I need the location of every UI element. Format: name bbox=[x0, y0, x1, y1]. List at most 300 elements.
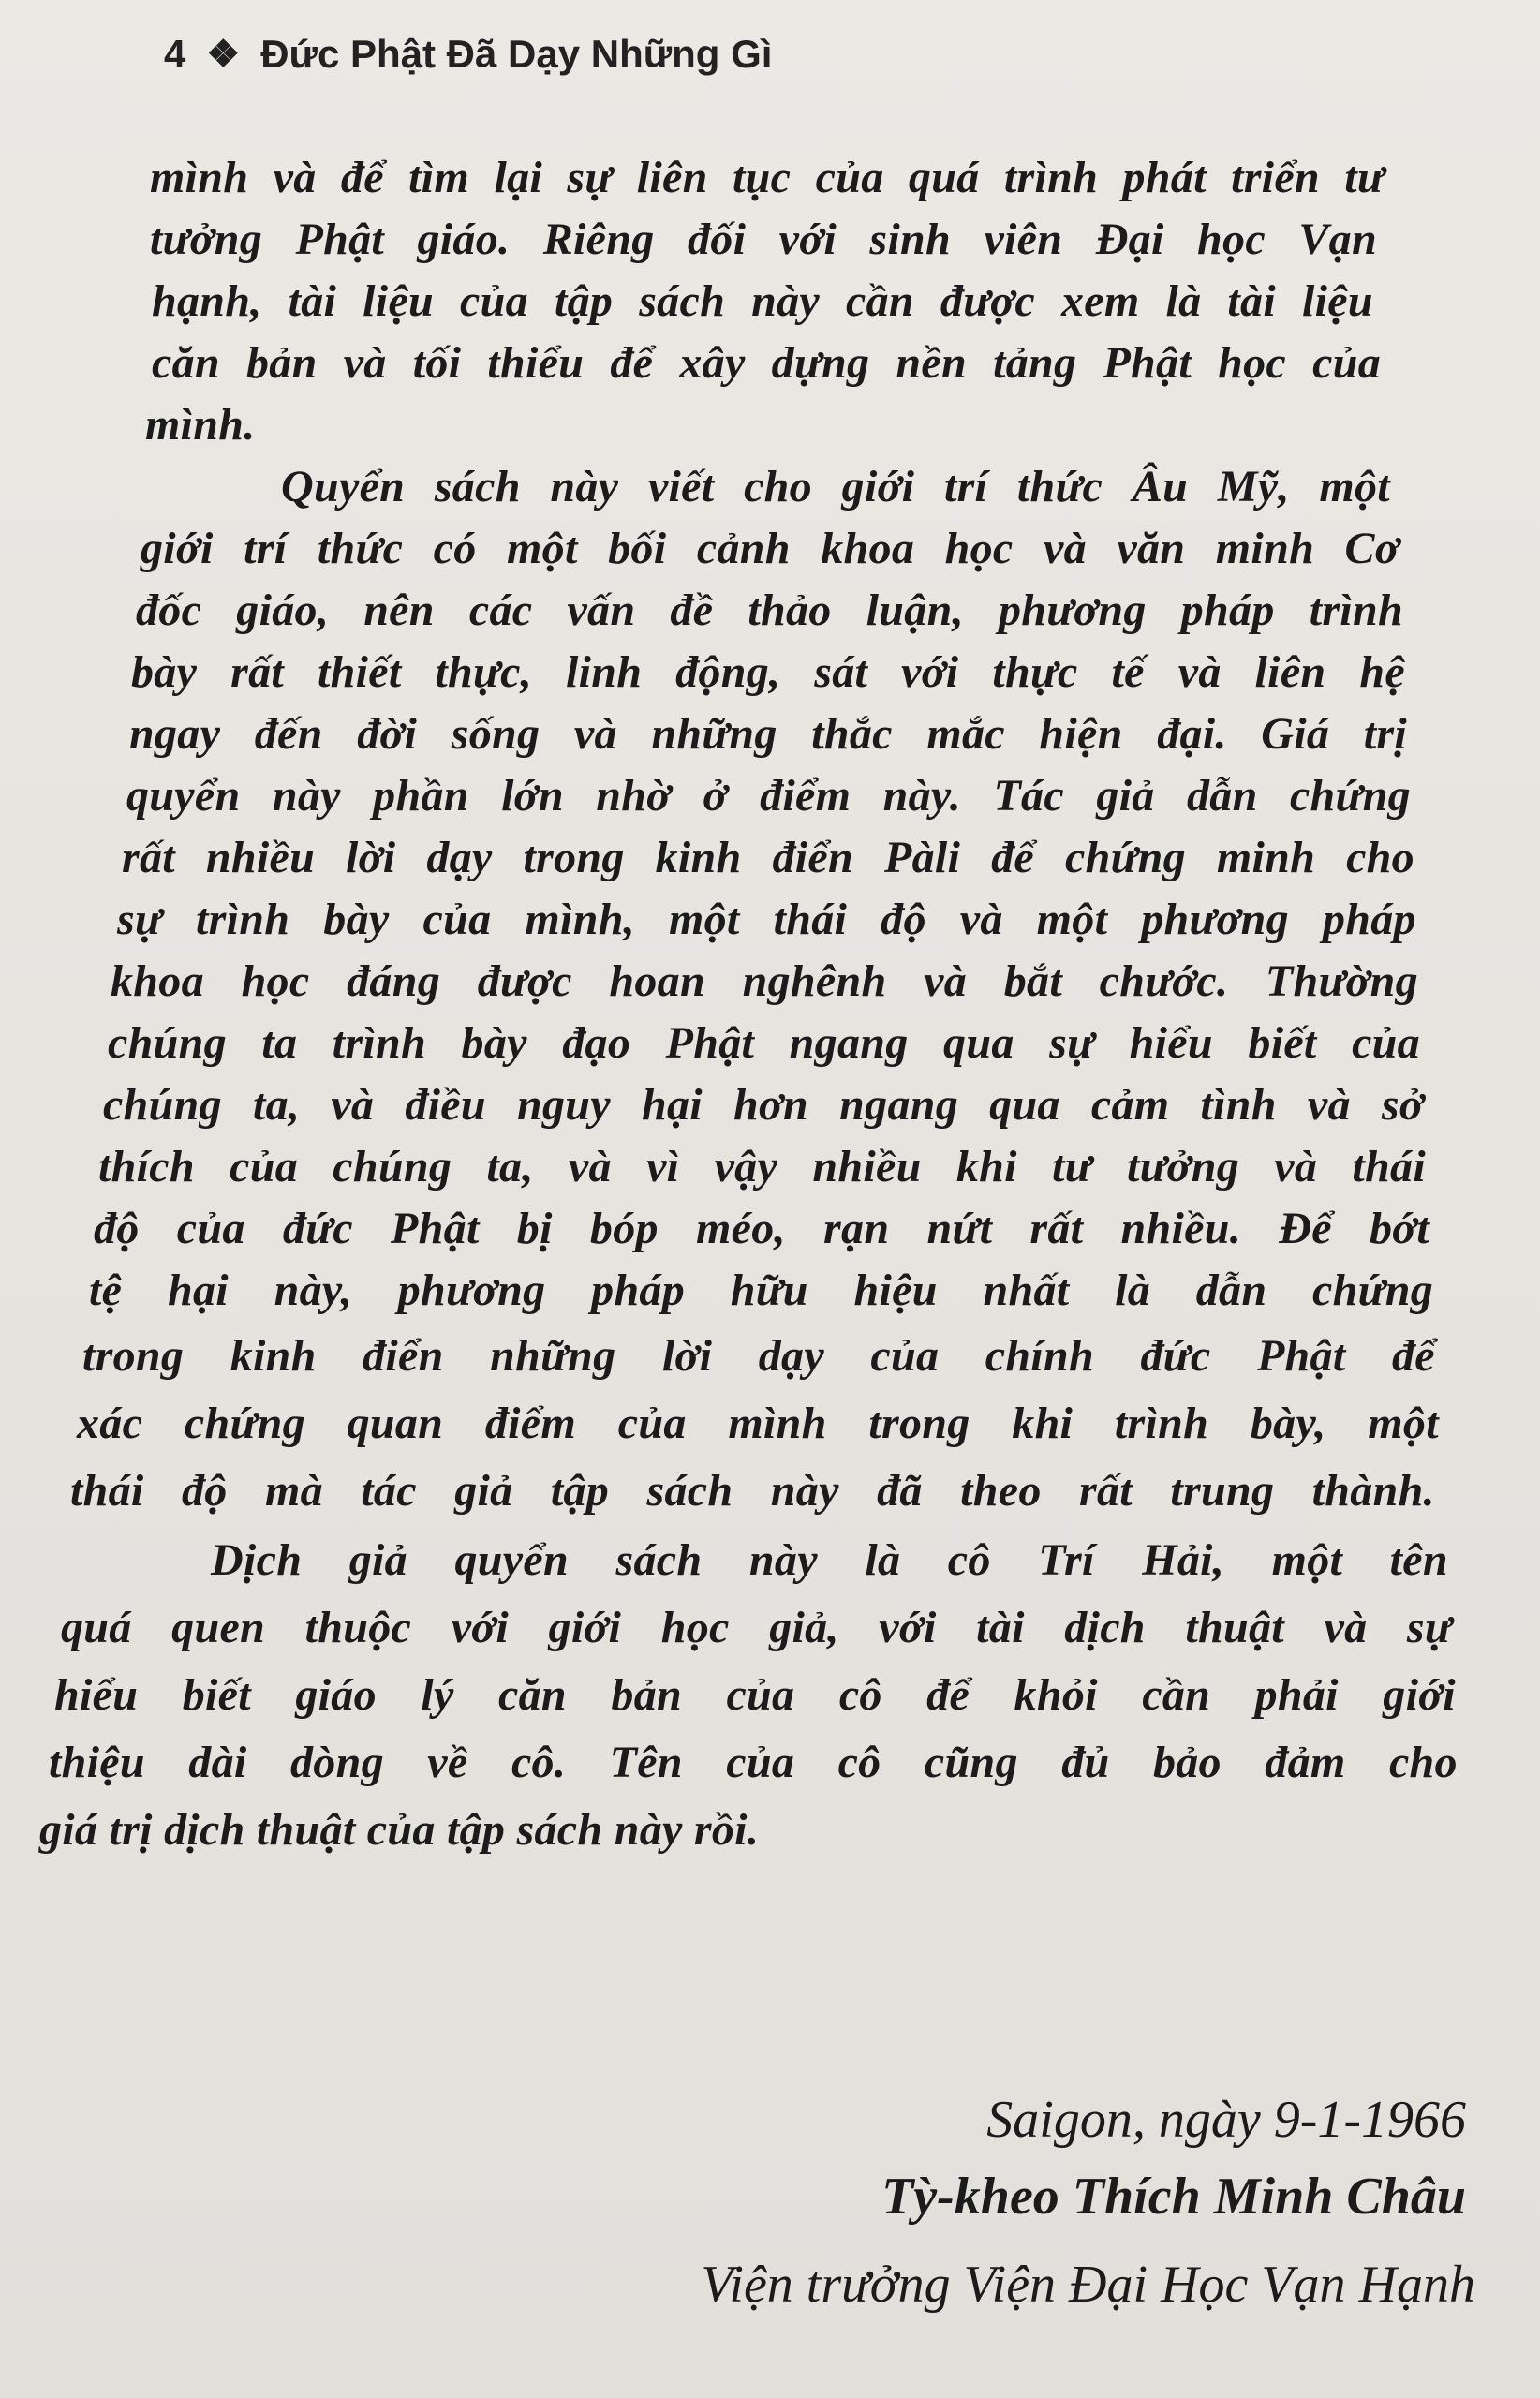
word: của bbox=[1352, 1018, 1420, 1068]
word: của bbox=[726, 1670, 795, 1720]
word: giả bbox=[348, 1535, 407, 1585]
word: dòng bbox=[289, 1738, 384, 1787]
word: sách bbox=[615, 1535, 703, 1585]
word: phương bbox=[998, 585, 1147, 635]
word: thành. bbox=[1311, 1466, 1435, 1516]
word: và bbox=[573, 709, 617, 759]
word: nứt bbox=[926, 1204, 993, 1253]
word: khi bbox=[955, 1142, 1017, 1192]
word: độ bbox=[181, 1466, 228, 1516]
word: của bbox=[230, 1142, 299, 1192]
text-line bbox=[111, 954, 1418, 1010]
word: dịch bbox=[1064, 1603, 1146, 1652]
word: bản bbox=[246, 338, 318, 388]
word: nhờ bbox=[596, 771, 672, 821]
word: quá bbox=[61, 1603, 132, 1652]
word: cần bbox=[846, 276, 914, 326]
word: để bbox=[926, 1670, 970, 1720]
text-line bbox=[108, 1015, 1420, 1072]
word: trong bbox=[868, 1399, 970, 1448]
word: thảo bbox=[748, 585, 832, 635]
word: bị bbox=[516, 1204, 553, 1253]
word: khoa bbox=[821, 524, 915, 573]
word: phải bbox=[1254, 1670, 1339, 1720]
word: Giá bbox=[1261, 709, 1330, 759]
word: những bbox=[651, 709, 777, 759]
word: trình bbox=[1309, 585, 1403, 635]
word: hại bbox=[167, 1266, 229, 1315]
word: Thường bbox=[1265, 956, 1418, 1006]
word: Pàli bbox=[883, 833, 961, 882]
word: sống bbox=[451, 709, 540, 759]
word: viên bbox=[984, 215, 1063, 264]
word: mình bbox=[150, 153, 249, 202]
word: sát bbox=[814, 647, 868, 697]
word: bày, bbox=[1250, 1399, 1326, 1448]
word: vì bbox=[646, 1142, 680, 1192]
word: bày bbox=[131, 647, 198, 697]
word: đáng bbox=[347, 956, 441, 1006]
word: điểm bbox=[760, 771, 851, 821]
word: của bbox=[176, 1204, 245, 1253]
word: pháp bbox=[591, 1266, 686, 1315]
word: một bbox=[1368, 1399, 1439, 1448]
word: để bbox=[1391, 1331, 1435, 1381]
text-line bbox=[141, 521, 1399, 577]
word: một bbox=[1036, 895, 1108, 944]
word: Hải, bbox=[1142, 1535, 1225, 1585]
word: giả bbox=[1096, 771, 1155, 821]
word: Phật bbox=[391, 1204, 480, 1253]
word: tưởng bbox=[150, 215, 263, 264]
word: mình, bbox=[525, 895, 635, 944]
word: luận, bbox=[866, 585, 964, 635]
word: thiết bbox=[317, 647, 402, 697]
running-title: Đức Phật Đã Dạy Những Gì bbox=[260, 32, 773, 76]
word: đốc bbox=[136, 585, 202, 635]
word: đảm bbox=[1265, 1738, 1346, 1787]
word: dài bbox=[188, 1738, 247, 1787]
word: vậy bbox=[714, 1142, 778, 1192]
word: viết bbox=[647, 462, 715, 511]
word: thái bbox=[70, 1466, 144, 1516]
word: ngang bbox=[789, 1018, 909, 1068]
word: giới bbox=[548, 1603, 622, 1652]
text-line bbox=[152, 274, 1373, 330]
text-line bbox=[150, 212, 1377, 268]
word: các bbox=[468, 585, 533, 635]
word: của bbox=[460, 276, 528, 326]
word: để bbox=[610, 338, 654, 388]
word: tư bbox=[1344, 153, 1385, 202]
word: giới bbox=[141, 524, 214, 573]
word: đề bbox=[670, 585, 714, 635]
word: trí bbox=[244, 524, 288, 573]
text-line bbox=[136, 583, 1403, 639]
word: độ bbox=[881, 895, 926, 944]
word: để bbox=[340, 153, 384, 202]
word: liệu bbox=[363, 276, 435, 326]
word: tài bbox=[976, 1603, 1025, 1652]
word: và bbox=[568, 1142, 612, 1192]
word: phương bbox=[397, 1266, 546, 1315]
text-line bbox=[82, 1328, 1435, 1384]
word: sự bbox=[1406, 1603, 1452, 1652]
word: cũng bbox=[924, 1738, 1018, 1787]
word: chứng bbox=[1289, 771, 1411, 821]
word: có bbox=[433, 524, 477, 573]
word: thái bbox=[1352, 1142, 1426, 1192]
word: thực bbox=[992, 647, 1078, 697]
word: học bbox=[1218, 338, 1286, 388]
word: thắc bbox=[811, 709, 893, 759]
word: và bbox=[1324, 1603, 1368, 1652]
word: chước. bbox=[1099, 956, 1229, 1006]
word: khi bbox=[1012, 1399, 1074, 1448]
word: giáo. bbox=[417, 215, 511, 264]
text-line bbox=[126, 768, 1411, 824]
text-line bbox=[61, 1600, 1452, 1656]
word: dựng bbox=[771, 338, 870, 388]
word: hiểu bbox=[1129, 1018, 1213, 1068]
word: kinh bbox=[655, 833, 742, 882]
word: của bbox=[422, 895, 492, 944]
word: trình bbox=[1003, 153, 1099, 202]
word: tập bbox=[550, 1466, 610, 1516]
ornament-icon: ❖ bbox=[206, 34, 241, 75]
word: với bbox=[451, 1603, 509, 1652]
word: nền bbox=[896, 338, 968, 388]
word: theo bbox=[960, 1466, 1042, 1516]
word: và bbox=[343, 338, 387, 388]
word: khoa bbox=[111, 956, 204, 1006]
text-line bbox=[152, 335, 1381, 392]
word: giới bbox=[1383, 1670, 1456, 1720]
word: Đại bbox=[1095, 215, 1164, 264]
word: của bbox=[617, 1399, 687, 1448]
word: đủ bbox=[1061, 1738, 1110, 1787]
word: là bbox=[1115, 1266, 1151, 1315]
word: rất bbox=[230, 647, 285, 697]
word: bảo bbox=[1152, 1738, 1222, 1787]
word: căn bbox=[498, 1670, 567, 1720]
word: đã bbox=[877, 1466, 923, 1516]
word: điểm bbox=[484, 1399, 577, 1448]
word: này bbox=[550, 462, 619, 511]
word: giáo, bbox=[236, 585, 330, 635]
word: nghênh bbox=[742, 956, 887, 1006]
word: nhiều bbox=[205, 833, 316, 882]
word: Phật bbox=[295, 215, 385, 264]
word: được bbox=[477, 956, 572, 1006]
word: liệu bbox=[1302, 276, 1373, 326]
word: giả bbox=[454, 1466, 513, 1516]
word: thuật bbox=[1185, 1603, 1284, 1652]
word: và bbox=[924, 956, 968, 1006]
word: hệ bbox=[1359, 647, 1405, 697]
word: chứng bbox=[1064, 833, 1186, 882]
word: quá bbox=[908, 153, 980, 202]
word: dạy bbox=[758, 1331, 824, 1381]
word: Tên bbox=[609, 1738, 683, 1787]
word: của bbox=[815, 153, 884, 202]
word: và bbox=[1044, 524, 1087, 573]
text-line bbox=[281, 459, 1390, 515]
word: Quyển bbox=[281, 462, 406, 511]
word: tư bbox=[1052, 1142, 1092, 1192]
word: nhiều. bbox=[1120, 1204, 1242, 1253]
text-line bbox=[211, 1532, 1448, 1589]
word: cho bbox=[1388, 1738, 1458, 1787]
word: minh bbox=[1215, 524, 1315, 573]
word: lớn bbox=[501, 771, 564, 821]
word: này bbox=[272, 771, 341, 821]
word: giới bbox=[841, 462, 915, 511]
word: bớt bbox=[1370, 1204, 1429, 1253]
word: tài bbox=[288, 276, 337, 326]
word: hạnh, bbox=[152, 276, 262, 326]
word: là bbox=[1165, 276, 1202, 326]
word: ta, bbox=[252, 1080, 301, 1130]
word: mắc bbox=[926, 709, 1005, 759]
word: về bbox=[427, 1738, 468, 1787]
word: phần bbox=[373, 771, 469, 821]
word: và bbox=[273, 153, 317, 202]
word: một bbox=[1319, 462, 1390, 511]
word: này bbox=[748, 1535, 818, 1585]
word: tảng bbox=[993, 338, 1077, 388]
word: sự bbox=[117, 895, 163, 944]
word: văn bbox=[1117, 524, 1186, 573]
word: chúng bbox=[108, 1018, 227, 1068]
word: xác bbox=[77, 1399, 143, 1448]
word: tục bbox=[733, 153, 792, 202]
word: giả, bbox=[769, 1603, 839, 1652]
word: và bbox=[1274, 1142, 1318, 1192]
word: này, bbox=[274, 1266, 353, 1315]
word: chính bbox=[985, 1331, 1095, 1381]
word: với bbox=[901, 647, 959, 697]
word: minh bbox=[1216, 833, 1316, 882]
word: tài bbox=[1227, 276, 1276, 326]
word: một bbox=[668, 895, 740, 944]
word: quyển bbox=[454, 1535, 569, 1585]
word: cảm bbox=[1090, 1080, 1170, 1130]
text-line bbox=[117, 892, 1416, 948]
word: một bbox=[507, 524, 578, 573]
word: động, bbox=[675, 647, 781, 697]
word: thích bbox=[98, 1142, 195, 1192]
word: méo, bbox=[696, 1204, 786, 1253]
text-line bbox=[54, 1667, 1456, 1724]
word: lại bbox=[494, 153, 543, 202]
word: giáo bbox=[295, 1670, 377, 1720]
word: của bbox=[1312, 338, 1381, 388]
word: Mỹ, bbox=[1217, 462, 1290, 511]
word: ở bbox=[703, 771, 728, 821]
word: sở bbox=[1381, 1080, 1424, 1130]
word: bản bbox=[611, 1670, 682, 1720]
word: Riêng bbox=[542, 215, 655, 264]
word: pháp bbox=[1180, 585, 1275, 635]
word: thức bbox=[1016, 462, 1103, 511]
word: sự bbox=[567, 153, 613, 202]
word: rất bbox=[1079, 1466, 1133, 1516]
text-line bbox=[129, 706, 1407, 762]
word: quyển bbox=[126, 771, 241, 821]
text-line bbox=[70, 1463, 1435, 1519]
word: và bbox=[331, 1080, 375, 1130]
word: Trí bbox=[1038, 1535, 1095, 1585]
word: tệ bbox=[89, 1266, 123, 1315]
word: ngang bbox=[839, 1080, 959, 1130]
word: khỏi bbox=[1014, 1670, 1098, 1720]
page-number: 4 bbox=[164, 32, 186, 76]
word: Phật bbox=[1256, 1331, 1346, 1381]
word: triển bbox=[1231, 153, 1320, 202]
word: với bbox=[778, 215, 837, 264]
word: học bbox=[944, 524, 1014, 573]
word: hoan bbox=[609, 956, 705, 1006]
text-line bbox=[131, 644, 1405, 701]
word: đức bbox=[282, 1204, 353, 1253]
word: điển bbox=[363, 1331, 444, 1381]
word: thái bbox=[773, 895, 848, 944]
word: qua bbox=[989, 1080, 1060, 1130]
word: phát bbox=[1122, 153, 1207, 202]
word: sách bbox=[639, 276, 726, 326]
signature-place-date: Saigon, ngày 9-1-1966 bbox=[986, 2091, 1466, 2149]
word: quan bbox=[347, 1399, 444, 1448]
word: căn bbox=[152, 338, 220, 388]
word: được bbox=[940, 276, 1035, 326]
word: tập bbox=[554, 276, 614, 326]
word: pháp bbox=[1322, 895, 1416, 944]
word: sách bbox=[646, 1466, 733, 1516]
word: hại bbox=[641, 1080, 703, 1130]
word: thiệu bbox=[49, 1738, 145, 1787]
word: lý bbox=[421, 1670, 454, 1720]
word: cho bbox=[744, 462, 812, 511]
text-line bbox=[77, 1396, 1439, 1452]
word: bóp bbox=[589, 1204, 659, 1253]
word: trung bbox=[1170, 1466, 1275, 1516]
word: và bbox=[959, 895, 1003, 944]
word: Phật bbox=[665, 1018, 755, 1068]
word: xem bbox=[1060, 276, 1140, 326]
word: tên bbox=[1389, 1535, 1448, 1585]
word: sinh bbox=[869, 215, 952, 264]
word: Vạn bbox=[1298, 215, 1377, 264]
word: Âu bbox=[1132, 462, 1189, 511]
word: hơn bbox=[733, 1080, 809, 1130]
running-header bbox=[164, 26, 772, 82]
text-line: mình. bbox=[145, 400, 256, 450]
word: chúng bbox=[333, 1142, 452, 1192]
word: và bbox=[1177, 647, 1222, 697]
word: hiện bbox=[1039, 709, 1123, 759]
text-line bbox=[49, 1735, 1458, 1791]
word: lời bbox=[346, 833, 396, 882]
word: Để bbox=[1279, 1204, 1332, 1253]
word: học bbox=[660, 1603, 730, 1652]
word: hữu bbox=[730, 1266, 808, 1315]
text-line: giá trị dịch thuật của tập sách này rồi. bbox=[39, 1805, 760, 1855]
word: dẫn bbox=[1195, 1266, 1267, 1315]
word: bày bbox=[461, 1018, 527, 1068]
word: những bbox=[490, 1331, 616, 1381]
word: phương bbox=[1141, 895, 1289, 944]
word: với bbox=[879, 1603, 937, 1652]
word: trí bbox=[943, 462, 988, 511]
word: trong bbox=[523, 833, 625, 882]
word: để bbox=[991, 833, 1035, 882]
word: mà bbox=[264, 1466, 323, 1516]
word: cô bbox=[838, 1670, 882, 1720]
word: trình bbox=[332, 1018, 427, 1068]
word: đến bbox=[254, 709, 323, 759]
word: sự bbox=[1049, 1018, 1095, 1068]
word: học bbox=[1197, 215, 1266, 264]
word: thuộc bbox=[304, 1603, 412, 1652]
word: ta bbox=[261, 1018, 298, 1068]
word: tình bbox=[1200, 1080, 1277, 1130]
word: trị bbox=[1363, 709, 1407, 759]
word: sách bbox=[434, 462, 521, 511]
word: liên bbox=[1254, 647, 1326, 697]
word: của bbox=[726, 1738, 795, 1787]
word: một bbox=[1271, 1535, 1343, 1585]
word: rạn bbox=[823, 1204, 890, 1253]
word: trình bbox=[196, 895, 290, 944]
word: đức bbox=[1140, 1331, 1211, 1381]
text-line bbox=[89, 1263, 1433, 1319]
word: mình bbox=[728, 1399, 827, 1448]
word: thực, bbox=[435, 647, 533, 697]
signature-title: Viện trưởng Viện Đại Học Vạn Hạnh bbox=[701, 2256, 1475, 2314]
word: điển bbox=[772, 833, 854, 882]
word: tế bbox=[1111, 647, 1145, 697]
word: cảnh bbox=[696, 524, 791, 573]
word: Phật bbox=[1103, 338, 1192, 388]
word: này bbox=[770, 1466, 839, 1516]
word: qua bbox=[943, 1018, 1014, 1068]
word: học bbox=[241, 956, 310, 1006]
word: đối bbox=[688, 215, 747, 264]
word: bắt bbox=[1003, 956, 1062, 1006]
word: cô. bbox=[511, 1738, 567, 1787]
word: tìm bbox=[408, 153, 470, 202]
word: linh bbox=[565, 647, 643, 697]
signature-name: Tỳ-kheo Thích Minh Châu bbox=[881, 2168, 1466, 2226]
text-line bbox=[122, 830, 1414, 886]
text-line bbox=[94, 1201, 1429, 1257]
word: cần bbox=[1142, 1670, 1211, 1720]
word: tưởng bbox=[1126, 1142, 1240, 1192]
word: bày bbox=[323, 895, 390, 944]
word: tác bbox=[361, 1466, 417, 1516]
word: nguy bbox=[516, 1080, 611, 1130]
word: hiểu bbox=[54, 1670, 139, 1720]
word: đại. bbox=[1157, 709, 1227, 759]
word: kinh bbox=[230, 1331, 317, 1381]
word: liên bbox=[636, 153, 708, 202]
word: đời bbox=[357, 709, 418, 759]
word: dạy bbox=[426, 833, 493, 882]
word: độ bbox=[94, 1204, 140, 1253]
text-line bbox=[103, 1077, 1424, 1133]
word: hiệu bbox=[853, 1266, 938, 1315]
